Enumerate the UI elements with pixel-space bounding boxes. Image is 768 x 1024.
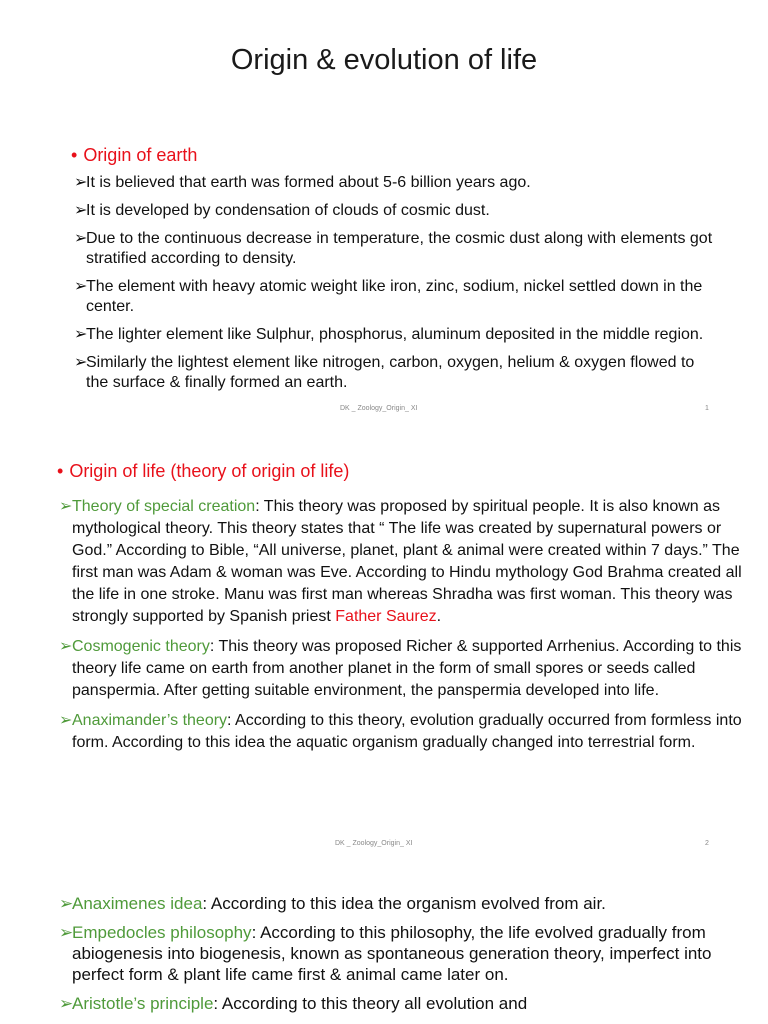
section-heading-origin-of-earth [71, 145, 197, 166]
bullet-dot-icon: • [57, 461, 64, 481]
theory-text: : According to this idea the organism evolved from air. [202, 894, 606, 913]
arrow-bullet-icon: ➢ [74, 278, 88, 295]
slide-footer: DK _ Zoology_Origin_ XI [340, 405, 418, 412]
arrow-bullet-icon: ➢ [59, 712, 73, 729]
slide-2 [0, 426, 768, 852]
arrow-bullet-icon: ➢ [59, 923, 74, 942]
list-item [59, 922, 749, 985]
list-item [59, 710, 749, 754]
arrow-bullet-icon: ➢ [74, 354, 88, 371]
list-item [74, 277, 714, 317]
list-item [59, 893, 749, 914]
list-item [74, 201, 714, 221]
theory-text: : This theory was proposed Richer & supported Arrhenius. According to this theory life came on earth from another planet in the form of small spores or seeds called panspermia. After getting suitable environment, the panspermia developed into life. [72, 638, 742, 699]
page-number: 1 [705, 405, 709, 412]
arrow-bullet-icon: ➢ [59, 638, 73, 655]
list-item [74, 325, 714, 345]
bullet-dot-icon: • [71, 145, 78, 165]
list-item [74, 173, 714, 193]
theory-term: Theory of special creation [72, 498, 256, 515]
theories-list [59, 496, 749, 762]
theory-term: Cosmogenic theory [72, 638, 210, 655]
arrow-bullet-icon: ➢ [74, 230, 88, 247]
origin-of-earth-list [74, 173, 714, 401]
slide-1 [0, 0, 768, 425]
list-item-text: Similarly the lightest element like nitrogen, carbon, oxygen, helium & oxygen flowed to the surface & finally formed an earth. [86, 354, 695, 391]
theory-text: : According to this philosophy, the life evolved gradually from abiogenesis into biogenesis, known as spontaneous generation theory, imperfect into perfect form & plant life came first & animal came later on. [72, 923, 712, 984]
list-item-text: It is developed by condensation of clouds of cosmic dust. [86, 202, 490, 219]
list-item [59, 636, 749, 702]
section-heading-origin-of-life [57, 461, 349, 482]
slide-3 [0, 853, 768, 1024]
list-item-text: Due to the continuous decrease in temperature, the cosmic dust along with elements got stratified according to density. [86, 230, 713, 267]
theory-text: : According to this theory all evolution and [213, 994, 528, 1013]
list-item [74, 353, 714, 393]
theory-term: Anaximenes idea [72, 894, 203, 913]
list-item [74, 229, 714, 269]
highlight-name: Father Saurez [335, 608, 437, 625]
arrow-bullet-icon: ➢ [59, 498, 73, 515]
page-title: Origin & evolution of life [230, 44, 538, 76]
list-item-text: The lighter element like Sulphur, phosphorus, aluminum deposited in the middle region. [86, 326, 704, 343]
page-number: 2 [705, 840, 709, 847]
list-item [59, 496, 749, 628]
theory-term: Anaximander’s theory [72, 712, 228, 729]
theory-text-end: . [436, 608, 442, 625]
arrow-bullet-icon: ➢ [74, 202, 88, 219]
arrow-bullet-icon: ➢ [74, 326, 88, 343]
heading-text: Origin of life (theory of origin of life) [69, 461, 350, 481]
arrow-bullet-icon: ➢ [59, 994, 74, 1013]
theory-text: : This theory was proposed by spiritual people. It is also known as mythological theory. This theory states that “ The life was created by supernatural powers or God.” According to Bible, “All universe, planet, plant & animal were created within 7 days.” The first man was Adam & woman was Eve. According to Hindu mythology God Brahma created all the life in one stroke. Manu was first man whereas Shradha was first woman. This theory was strongly supported by Spanish priest [72, 498, 742, 625]
heading-text: Origin of earth [83, 145, 198, 165]
theory-text: : According to this theory, evolution gradually occurred from formless into form. According to this idea the aquatic organism gradually changed into terrestrial form. [72, 712, 742, 751]
theory-term: Empedocles philosophy [72, 923, 252, 942]
slide-footer: DK _ Zoology_Origin_ XI [335, 840, 413, 847]
list-item-text: It is believed that earth was formed about 5-6 billion years ago. [86, 174, 531, 191]
theory-term: Aristotle’s principle [72, 994, 214, 1013]
arrow-bullet-icon: ➢ [74, 174, 88, 191]
list-item-text: The element with heavy atomic weight like iron, zinc, sodium, nickel settled down in the center. [86, 278, 703, 315]
theories-list-continued [59, 893, 749, 1022]
arrow-bullet-icon: ➢ [59, 894, 74, 913]
list-item [59, 993, 749, 1014]
